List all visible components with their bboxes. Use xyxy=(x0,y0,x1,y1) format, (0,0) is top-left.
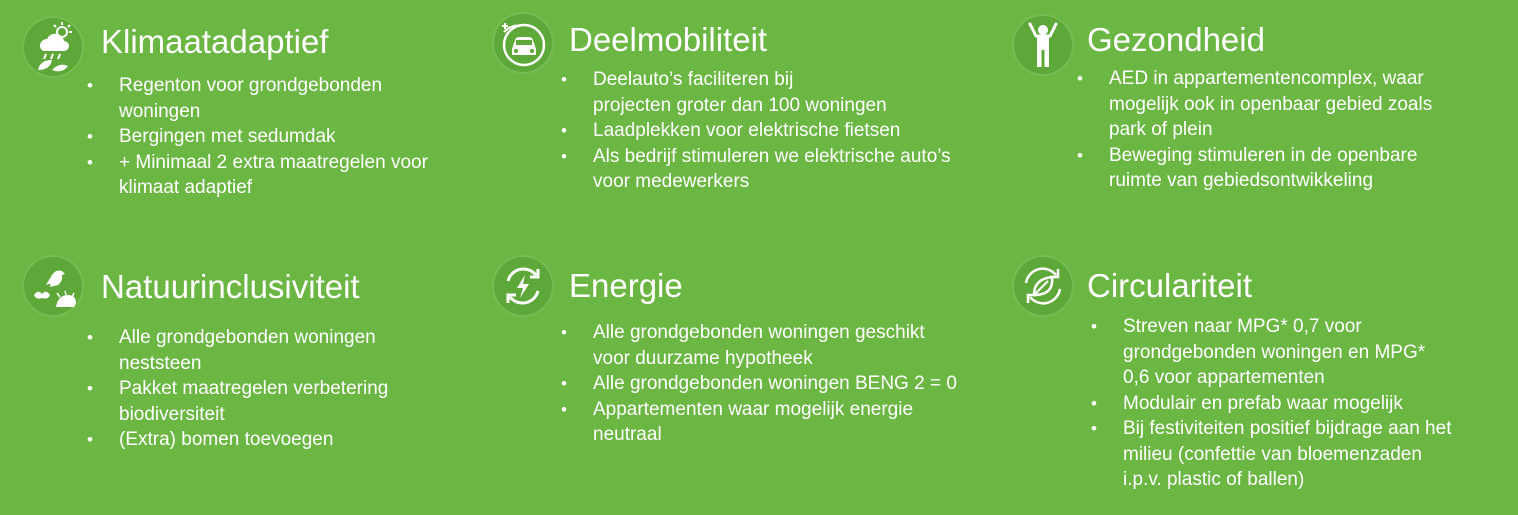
list-item: • Alle grondgebonden woningen neststeen xyxy=(87,325,487,376)
list-item: • Pakket maatregelen verbetering biodiversiteit xyxy=(87,376,487,427)
list-item: • (Extra) bomen toevoegen xyxy=(87,427,487,453)
renewable-energy-bolt-icon xyxy=(494,257,552,315)
card-title: Deelmobiliteit xyxy=(569,21,768,58)
bird-butterfly-hedgehog-icon xyxy=(24,257,82,315)
list-item: • + Minimaal 2 extra maatregelen voor klimaat adaptief xyxy=(87,150,487,201)
list-item: • Bij festiviteiten positief bijdrage aan het milieu (confettie van bloemenzaden i.p.v. plastic of ballen) xyxy=(1091,416,1511,493)
circular-leaf-icon xyxy=(1014,257,1072,315)
bullet-list xyxy=(1091,314,1511,493)
list-item: • Alle grondgebonden woningen BENG 2 = 0 xyxy=(561,371,1001,397)
bullet-list xyxy=(87,73,487,201)
card-title: Natuurinclusiviteit xyxy=(101,268,360,305)
list-item: • Alle grondgebonden woningen geschikt voor duurzame hypotheek xyxy=(561,320,1001,371)
list-item: • Beweging stimuleren in de openbare ruimte van gebiedsontwikkeling xyxy=(1077,143,1507,194)
climate-sun-cloud-rain-leaf-icon xyxy=(24,18,82,76)
bullet-list xyxy=(561,320,1001,448)
electric-car-icon xyxy=(494,14,552,72)
bullet-list xyxy=(1077,66,1507,194)
list-item: • Appartementen waar mogelijk energie neutraal xyxy=(561,397,1001,448)
bullet-list xyxy=(87,325,487,453)
card-title: Circulariteit xyxy=(1087,267,1253,304)
list-item: • Regenton voor grondgebonden woningen xyxy=(87,73,487,124)
card-title: Klimaatadaptief xyxy=(101,23,329,60)
card-title: Energie xyxy=(569,267,683,304)
list-item: • Streven naar MPG* 0,7 voor grondgebonden woningen en MPG* 0,6 voor appartementen xyxy=(1091,314,1511,391)
list-item: • AED in appartementencomplex, waar mogelijk ook in openbaar gebied zoals park of plein xyxy=(1077,66,1507,143)
list-item: • Modulair en prefab waar mogelijk xyxy=(1091,391,1511,417)
list-item: • Laadplekken voor elektrische fietsen xyxy=(561,118,1001,144)
list-item: • Bergingen met sedumdak xyxy=(87,124,487,150)
card-title: Gezondheid xyxy=(1087,21,1265,58)
list-item: • Deelauto’s faciliteren bij projecten groter dan 100 woningen xyxy=(561,67,1001,118)
list-item: • Als bedrijf stimuleren we elektrische auto’s voor medewerkers xyxy=(561,144,1001,195)
person-arms-up-icon xyxy=(1014,16,1072,74)
bullet-list xyxy=(561,67,1001,195)
